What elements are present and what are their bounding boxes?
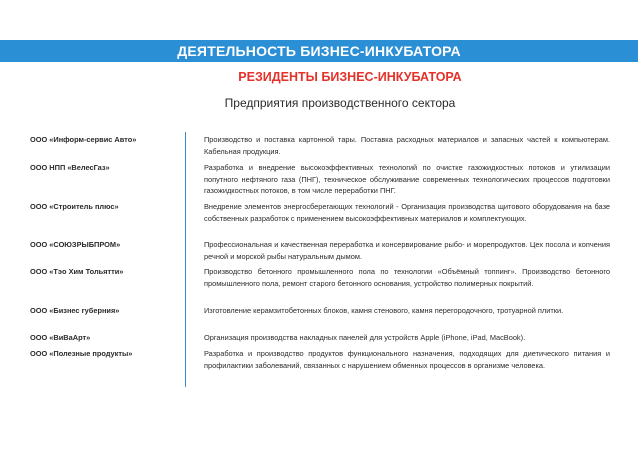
banner-title: ДЕЯТЕЛЬНОСТЬ БИЗНЕС-ИНКУБАТОРА [177, 43, 461, 59]
company-description: Разработка и внедрение высокоэффективных технологий по очистке газожидкостных потоков и утилизации попутного нефтяного газа (ПНГ), техническое обслуживание современных технологических процессов подготовки газожидкостных потоков, в том числе переработки ПНГ. [204, 163, 610, 195]
column-divider [185, 132, 186, 387]
company-description: Разработка и производство продуктов функционального назначения, подходящих для диетического питания и профилактики заболеваний, связанных с нарушением обменных процессов в организме человека. [204, 349, 610, 370]
company-name: ООО «СОЮЗРЫБПРОМ» [30, 240, 121, 249]
company-name: ООО «Тэо Хим Тольятти» [30, 267, 124, 276]
company-name: ООО НПП «ВелесГаз» [30, 163, 110, 172]
company-name: ООО «Полезные продукты» [30, 349, 133, 358]
company-description: Изготовление керамзитобетонных блоков, камня стенового, камня перегородочного, тротуарной плитки. [204, 306, 564, 315]
section-subtitle: РЕЗИДЕНТЫ БИЗНЕС-ИНКУБАТОРА [238, 70, 462, 84]
company-description: Внедрение элементов энергосберегающих технологий - Организация производства щитового оборудования на базе собственных разработок с применением высокоэффективных материалов и комплектующих. [204, 202, 610, 223]
company-name: ООО «Информ-сервис Авто» [30, 135, 137, 144]
header-banner [0, 40, 638, 62]
company-name: ООО «ВиВаАрт» [30, 333, 91, 342]
company-name: ООО «Строитель плюс» [30, 202, 119, 211]
section-subsubtitle: Предприятия производственного сектора [224, 96, 456, 110]
company-description: Производство бетонного промышленного пола по технологии «Объёмный топпинг». Производство бетонного промышленного пола, ремонт старого бетонного основания, устройство полимерных покрытий. [204, 267, 610, 288]
company-description: Организация производства накладных панелей для устройств Apple (iPhone, iPad, MacBook). [204, 333, 526, 342]
company-name: ООО «Бизнес губерния» [30, 306, 120, 315]
company-description: Профессиональная и качественная переработка и консервирование рыбо- и морепродуктов. Цех посола и копчения речной и морской рыбы натуральным дымом. [204, 240, 610, 261]
company-description: Производство и поставка картонной тары. Поставка расходных материалов и запасных частей к компьютерам. Кабельная продукция. [204, 135, 610, 156]
